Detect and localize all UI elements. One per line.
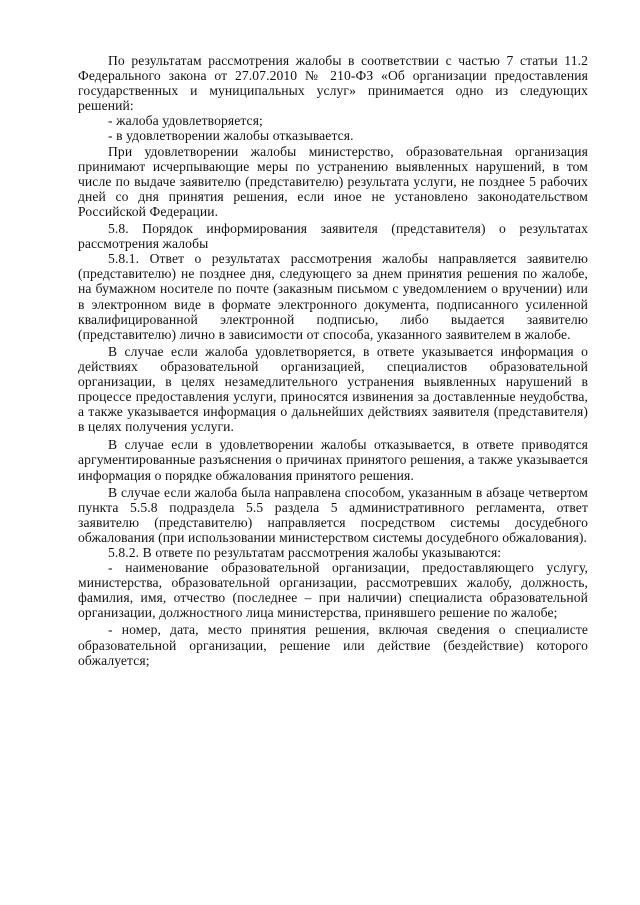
paragraph-5-8-2: 5.8.2. В ответе по результатам рассмотрения жалобы указываются: — [108, 545, 502, 560]
paragraph-pretrial-system: В случае если жалоба была направлена способом, указанным в абзаце четвертом пункта 5.5.8 подраздела 5.5 раздела 5 административного регламента, ответ заявителю (представителю) направляется посредством системы досудебного обжалования (при использовании министерством системы досудебного обжалования). — [78, 484, 588, 545]
paragraph-if-satisfied: В случае если жалоба удовлетворяется, в ответе указывается информация о действиях образовательной организацией, специалистов образовательной организации, в целях незамедлительного устранения выявленных нарушений в процессе предоставления услуги, приносятся извинения за доставленные неудобства, а также указывается информация о дальнейших действиях заявителя (представителя) в целях получения услуги. — [78, 343, 588, 435]
paragraph-satisfaction-measures: При удовлетворении жалобы министерство, образовательная организация принимают исчерпывающие меры по устранению выявленных нарушений, в том числе по выдаче заявителю (представителю) результата услуги, не позднее 5 рабочих дней со дня принятия решения, если иное не установлено законодательством Российской Федерации. — [78, 143, 588, 219]
list-item-refused: - в удовлетворении жалобы отказывается. — [108, 128, 354, 144]
list-item-satisfied: - жалоба удовлетворяется; — [108, 113, 263, 129]
list-item-decision-details: - номер, дата, место принятия решения, включая сведения о специалисте образовательной организации, решение или действие (бездействие) которого обжалуется; — [78, 622, 588, 668]
paragraph-decision-intro: По результатам рассмотрения жалобы в соответствии с частью 7 статьи 11.2 Федерального закона от 27.07.2010 № 210-ФЗ «Об организации предоставления государственных и муниципальных услуг» принимается одно из следующих решений: — [78, 53, 588, 114]
document-text — [78, 53, 588, 668]
paragraph-if-refused: В случае если в удовлетворении жалобы отказывается, в ответе приводятся аргументированные разъяснения о причинах принятого решения, а также указывается информация о порядке обжалования принятого решения. — [78, 437, 588, 483]
list-item-organization-names: - наименование образовательной организации, предоставляющего услугу, министерства, образовательной организации, рассмотревших жалобу, должность, фамилия, имя, отчество (последнее – при наличии) специалиста образовательной организации, должностного лица министерства, принявшего решение по жалобе; — [78, 560, 588, 621]
section-heading-5-8: 5.8. Порядок информирования заявителя (представителя) о результатах рассмотрения жалобы — [78, 221, 588, 252]
paragraph-5-8-1: 5.8.1. Ответ о результатах рассмотрения жалобы направляется заявителю (представителю) не позднее дня, следующего за днем принятия решения по жалобе, на бумажном носителе по почте (заказным письмом с уведомлением о вручении) или в электронном виде в формате электронного документа, подписанного усиленной квалифицированной электронной подписью, либо выдается заявителю (представителю) лично в зависимости от способа, указанного заявителем в жалобе. — [78, 251, 588, 342]
